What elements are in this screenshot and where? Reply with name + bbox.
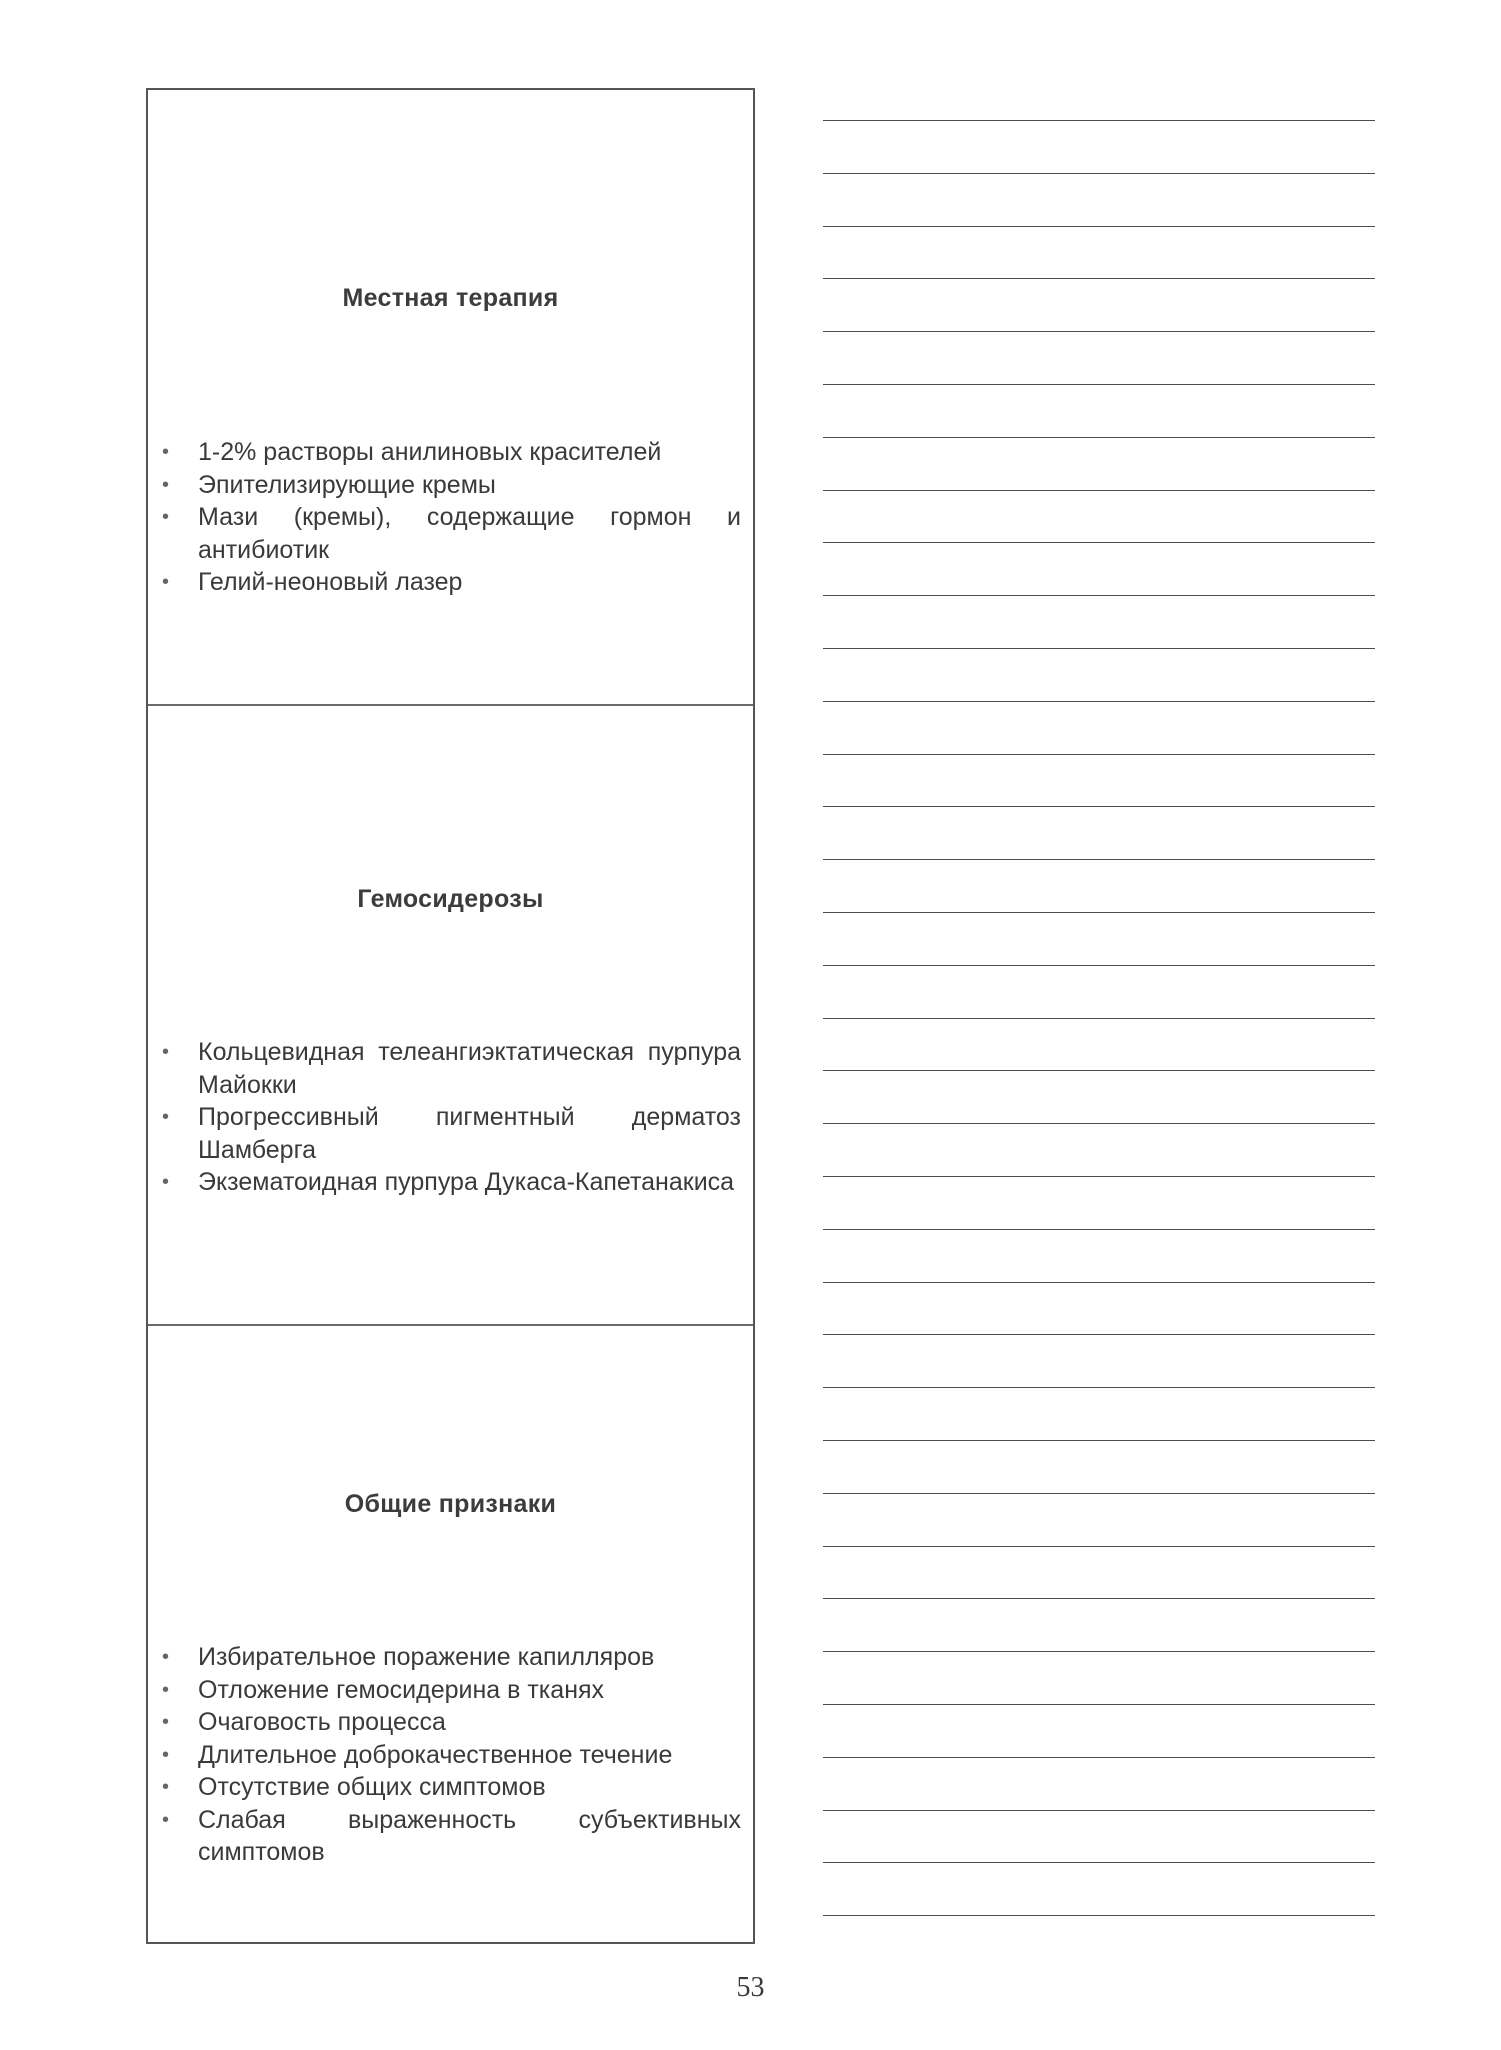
note-line — [823, 1810, 1375, 1811]
bullet-icon: • — [162, 1646, 170, 1668]
note-line — [823, 859, 1375, 860]
note-line — [823, 1018, 1375, 1019]
note-line — [823, 912, 1375, 913]
list-item: • Длительное доброкачественное течение — [148, 1739, 753, 1772]
note-line — [823, 1757, 1375, 1758]
note-line — [823, 648, 1375, 649]
bullet-icon: • — [162, 506, 170, 528]
bullet-icon: • — [162, 473, 170, 496]
note-line — [823, 173, 1375, 174]
bullet-icon: • — [162, 1776, 170, 1798]
note-line — [823, 1493, 1375, 1494]
section-divider — [148, 704, 753, 706]
note-line — [823, 1334, 1375, 1335]
list-item: • Отложение гемосидерина в тканях — [148, 1674, 753, 1707]
list-item: • 1-2% растворы анилиновых красителей — [148, 436, 753, 469]
section-divider — [148, 1324, 753, 1326]
list-item: • Избирательное поражение капилляров — [148, 1641, 753, 1674]
note-line — [823, 965, 1375, 966]
note-line — [823, 437, 1375, 438]
note-line — [823, 331, 1375, 332]
note-line — [823, 1387, 1375, 1388]
note-line — [823, 701, 1375, 702]
bullet-icon: • — [162, 1808, 170, 1831]
note-line — [823, 1704, 1375, 1705]
note-line — [823, 1546, 1375, 1547]
note-line — [823, 1282, 1375, 1283]
bullet-icon: • — [162, 1743, 170, 1766]
list-item: • Очаговость процесса — [148, 1706, 753, 1739]
list-item: • Кольцевидная телеангиэктатическая пурпура Майокки — [162, 1038, 741, 1099]
note-line — [823, 226, 1375, 227]
bullet-icon: • — [162, 1711, 170, 1733]
list-item: • Слабая выраженность субъективных симптомов — [162, 1805, 741, 1866]
section-title-hemosiderosis: Гемосидерозы — [357, 885, 544, 913]
note-line — [823, 120, 1375, 121]
note-line — [823, 754, 1375, 755]
list-hemosiderosis — [148, 1036, 753, 1199]
note-line — [823, 1915, 1375, 1916]
note-line — [823, 595, 1375, 596]
note-line — [823, 1651, 1375, 1652]
section-title-common-signs: Общие признаки — [344, 1490, 557, 1518]
list-item: • Прогрессивный пигментный дерматоз Шамберга — [162, 1103, 741, 1164]
bullet-icon: • — [162, 1678, 170, 1701]
bullet-icon: • — [162, 1106, 170, 1128]
note-line — [823, 278, 1375, 279]
list-item: • Отсутствие общих симптомов — [148, 1771, 753, 1804]
note-line — [823, 1123, 1375, 1124]
page-number: 53 — [736, 1972, 765, 2003]
content-box — [146, 88, 755, 1944]
list-item: • Мази (кремы), содержащие гормон и антибиотик — [162, 503, 741, 564]
note-line — [823, 1598, 1375, 1599]
list-item: • Экзематоидная пурпура Дукаса-Капетанакиса — [148, 1166, 753, 1199]
note-line — [823, 1070, 1375, 1071]
list-item: • Гелий-неоновый лазер — [148, 566, 753, 599]
bullet-icon: • — [162, 1171, 170, 1193]
note-line — [823, 1176, 1375, 1177]
note-line — [823, 1229, 1375, 1230]
bullet-icon: • — [162, 571, 170, 593]
bullet-icon: • — [162, 441, 170, 463]
list-item: • Эпителизирующие кремы — [148, 469, 753, 502]
note-line — [823, 384, 1375, 385]
list-local-therapy — [148, 436, 753, 599]
note-line — [823, 490, 1375, 491]
list-common-signs — [148, 1641, 753, 1869]
note-line — [823, 1862, 1375, 1863]
section-title-local-therapy: Местная терапия — [342, 284, 559, 312]
bullet-icon: • — [162, 1041, 170, 1063]
note-line — [823, 806, 1375, 807]
note-line — [823, 1440, 1375, 1441]
note-line — [823, 542, 1375, 543]
